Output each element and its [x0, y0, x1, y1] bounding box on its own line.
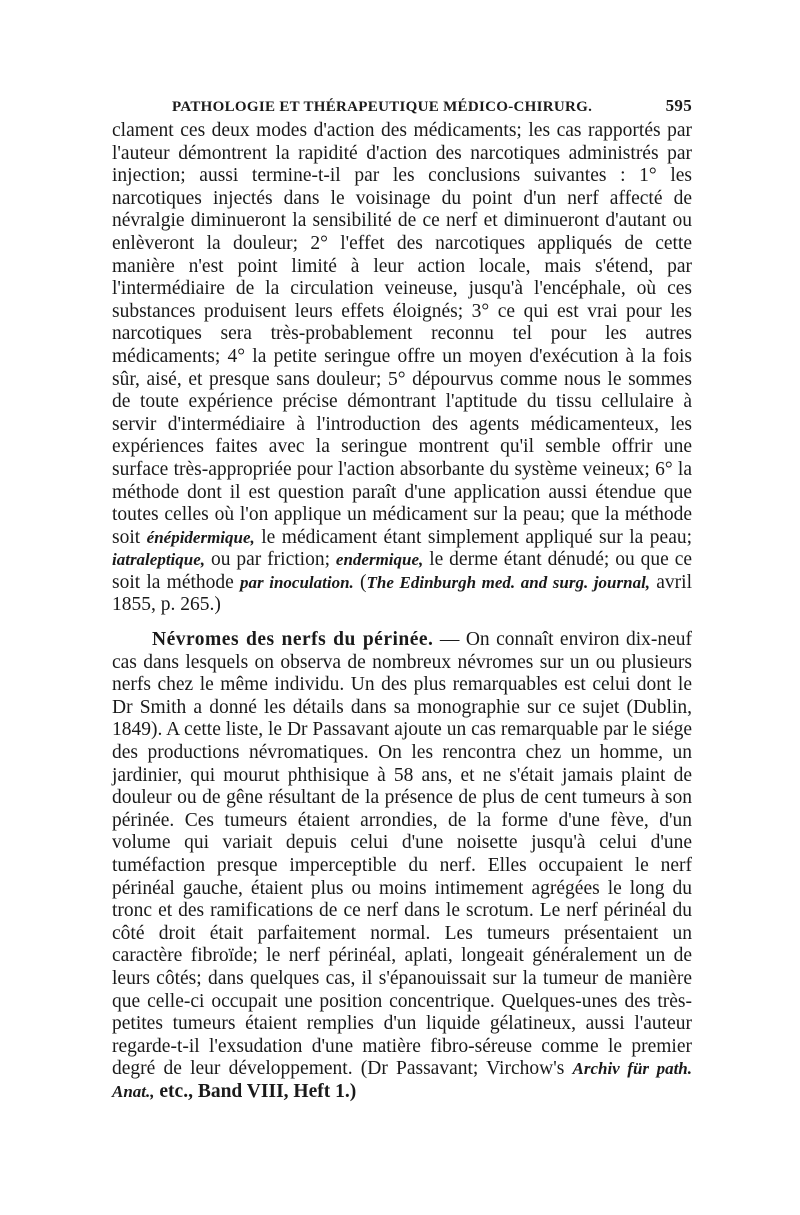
para1-journal-title: The Edinburgh med. and surg. journal,: [366, 572, 651, 592]
document-page: [112, 96, 692, 1104]
para2-text-a: — On connaît environ dix-neuf cas dans lesquels on observa de nombreux névromes sur un ou plusieurs nerfs chez le même individu. Un des plus remarquables est celui dont le Dr Smith a donné les détails dans sa monographie sur ce sujet (Dublin, 1849). A cette liste, le Dr Passavant ajoute un cas remarquable par le siége des productions névromatiques. On les rencontra chez un homme, un jardinier, qui mourut phthisique à 58 ans, et ne s'était jamais plaint de douleur ou de gêne résultant de la présence de plus de cent tumeurs à son périnée. Ces tumeurs étaient arrondies, de la forme d'une fève, d'un volume qui variait depuis celui d'une noisette jusqu'à celui d'une tuméfaction presque imperceptible du nerf. Elles occupaient le nerf périnéal gauche, étaient plus ou moins intimement agrégées le long du tronc et des ramifications de ce nerf dans le scrotum. Le nerf périnéal du côté droit était parfaitement normal. Les tumeurs présentaient un caractère fibroïde; le nerf périnéal, aplati, longeait généralement un de leurs côtés; dans quelques cas, il s'épanouissait sur la tumeur de manière que celle-ci occupait une position concentrique. Quelques-unes des très-petites tumeurs étaient remplies d'un liquide gélatineux, aussi l'auteur regarde-t-il l'exsudation d'une matière fibro-séreuse comme le premier degré de leur développement. (Dr Passavant; Virchow's: [112, 629, 693, 1080]
para1-term-enepidermique: énépidermique,: [146, 527, 255, 547]
para1-term-inoculation: par inoculation.: [240, 572, 354, 592]
paragraph-narcotics: [112, 120, 692, 617]
running-title: PATHOLOGIE ET THÉRAPEUTIQUE MÉDICO-CHIRURG.: [172, 99, 593, 115]
para1-citation-open: (: [360, 571, 367, 593]
para2-journal-title: Archiv für path. Anat.,: [112, 1059, 692, 1101]
para1-text-d: le derme étant dénudé; ou que ce soit la méthode: [112, 549, 693, 593]
para1-text-a: clament ces deux modes d'action des médicaments; les cas rapportés par l'auteur démontrent la rapidité d'action des narcotiques administrés par injection; aussi termine-t-il par les conclusions suivantes : 1° les narcotiques injectés dans le voisinage du point d'un nerf affecté de névralgie diminueront la sensibilité de ce nerf et diminueront d'autant ou enlèveront la douleur; 2° l'effet des narcotiques appliqués de cette manière n'est point limité à leur action locale, mais s'étend, par l'intermédiaire de la circulation veineuse, jusqu'à l'encéphale, où ces substances produisent leurs effets éloignés; 3° ce qui est vrai pour les narcotiques sera très-probablement reconnu tel pour les autres médicaments; 4° la petite seringue offre un moyen d'exécution à la fois sûr, aisé, et presque sans douleur; 5° dépourvus comme nous le sommes de toute expérience précise démontrant l'aptitude du tissu cellulaire à servir d'intermédiaire à l'introduction des agents médicamenteux, les expériences faites avec la seringue montrent qu'il semble offrir une surface très-appropriée pour l'action absorbante du système veineux; 6° la méthode dont il est question paraît d'une application aussi étendue que toutes celles où l'on applique un médicament sur la peau; que la méthode soit: [112, 120, 692, 548]
para2-citation-end: etc., Band VIII, Heft 1.): [159, 1080, 357, 1102]
paragraph-gap: [112, 617, 692, 629]
para1-term-endermique: endermique,: [335, 550, 424, 570]
para1-citation-date: avril 1855, p. 265.): [112, 571, 692, 616]
para1-term-iatraleptique: iatraleptique,: [112, 550, 206, 570]
paragraph-nevromes: [112, 629, 692, 1103]
section-heading: Névromes des nerfs du périnée.: [152, 629, 434, 651]
running-header: [172, 96, 692, 116]
page-number: 595: [665, 96, 692, 115]
para1-text-c: ou par friction;: [210, 549, 330, 571]
para1-text-b: le médicament étant simplement appliqué sur la peau;: [261, 526, 693, 548]
